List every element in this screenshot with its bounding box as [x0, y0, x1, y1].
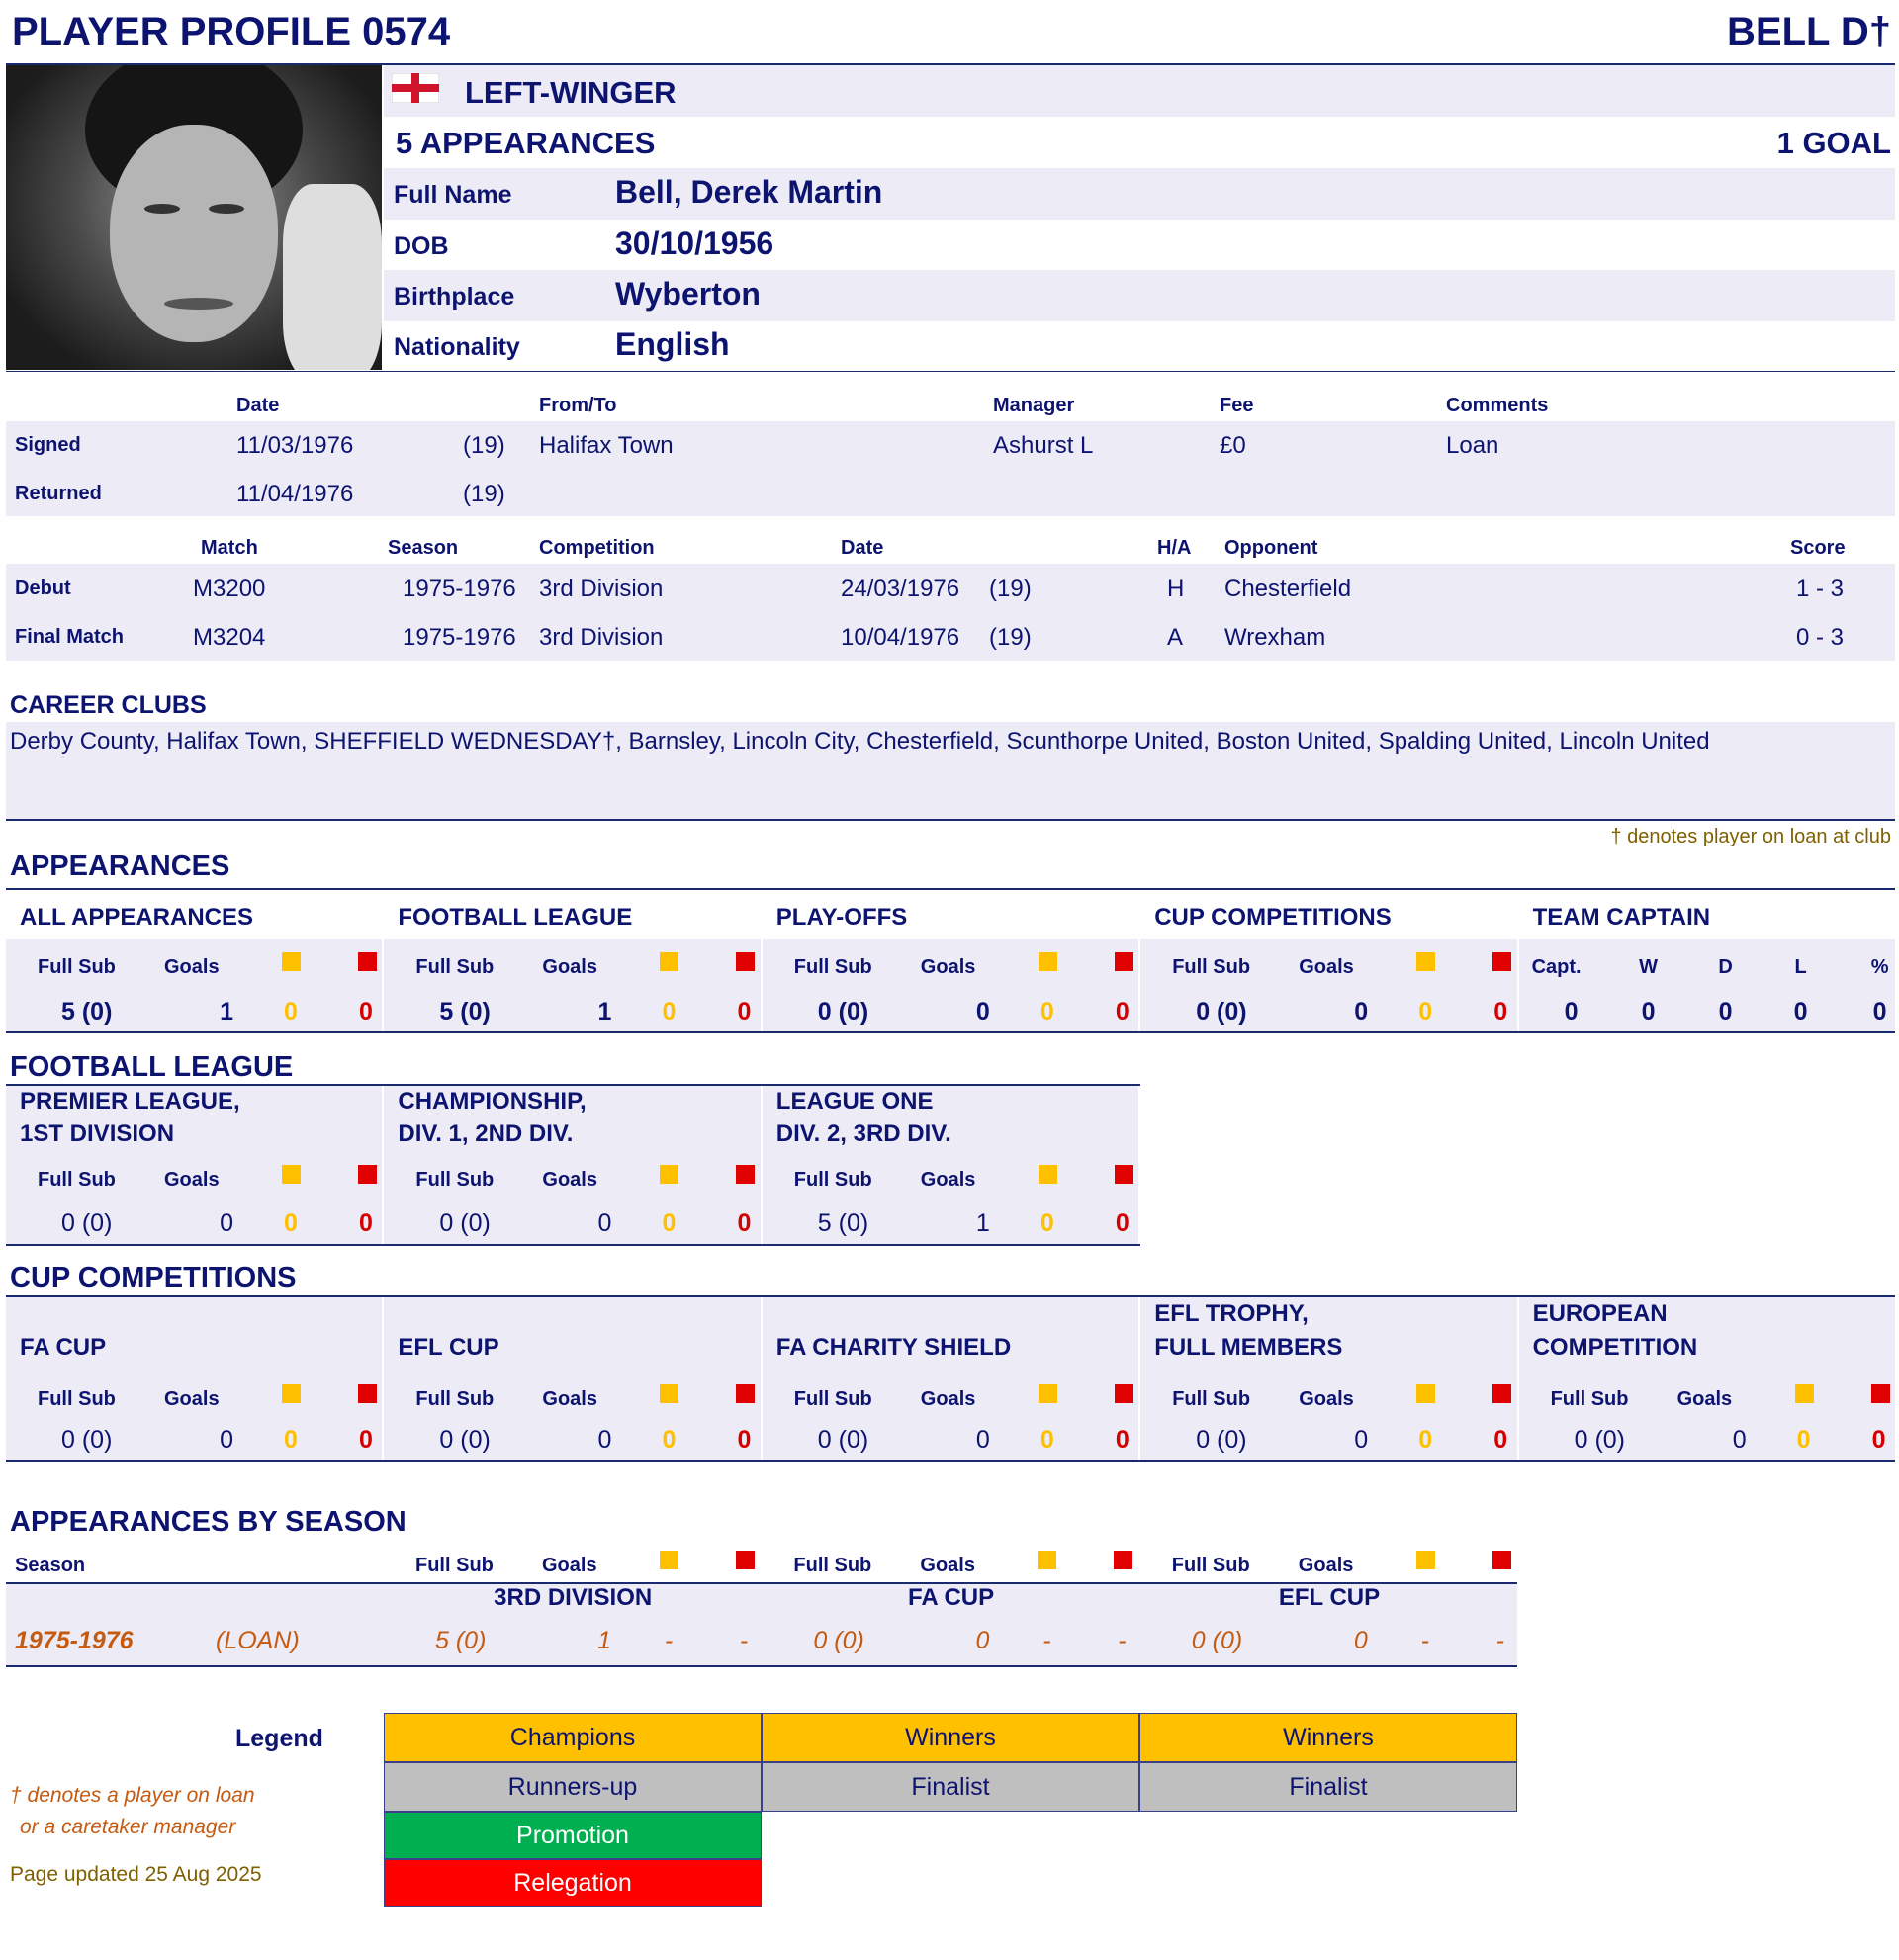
debut-match: M3200 [193, 576, 266, 602]
football-league-panel-yellow-card-icon [660, 1165, 678, 1184]
cup-panel-full-sub-label: Full Sub [38, 1388, 116, 1410]
final-age: (19) [989, 624, 1032, 651]
legend-champions: Champions [384, 1713, 762, 1762]
returned-date: 11/04/1976 [236, 481, 354, 507]
signed-club: Halifax Town [539, 432, 674, 459]
cup-panel-red-card-icon [1115, 1384, 1133, 1403]
appearances-panel-yellow-cards: 0 [662, 998, 677, 1025]
legend-other-finalist: Finalist [1139, 1762, 1517, 1812]
season-yellow-cards: - [1042, 1627, 1051, 1654]
season-full-sub-label: Full Sub [415, 1555, 494, 1576]
football-league-panel-title-line2: 1ST DIVISION [20, 1120, 175, 1147]
football-league-panel-red-card-icon [358, 1165, 377, 1184]
football-league-panel-goals-label: Goals [920, 1169, 976, 1191]
football-league-panel-yellow-cards: 0 [1040, 1209, 1054, 1237]
cup-panel-goals: 0 [220, 1426, 233, 1454]
cup-panel-red-card-icon [1871, 1384, 1890, 1403]
debut-ha: H [1167, 576, 1185, 602]
appearances-panel-full-sub-label: Full Sub [38, 956, 116, 978]
appearances-panel-title: PLAY-OFFS [775, 904, 908, 931]
player-photo [6, 65, 382, 370]
season-goals-label: Goals [542, 1555, 597, 1576]
transfers-fee-header: Fee [1220, 395, 1254, 416]
cup-panel-title-line2: EFL CUP [398, 1334, 499, 1361]
cup-panel-title-line2: FA CUP [20, 1334, 107, 1361]
career-clubs-title: CAREER CLUBS [10, 691, 207, 719]
birthplace-label: Birthplace [394, 283, 515, 311]
loan-note: † denotes player on loan at club [1610, 826, 1891, 847]
season-group-title: 3RD DIVISION [494, 1584, 653, 1611]
transfers-manager-header: Manager [993, 395, 1075, 416]
cup-panel-red-card-icon [358, 1384, 377, 1403]
season-goals: 0 [1353, 1627, 1368, 1654]
cup-panel-yellow-card-icon [1039, 1384, 1057, 1403]
appearances-panel-title: FOOTBALL LEAGUE [398, 904, 633, 931]
appearances-panel-apps: 0 (0) [1196, 998, 1247, 1025]
debut-score: 1 - 3 [1796, 576, 1845, 602]
full-name-value: Bell, Derek Martin [615, 174, 883, 210]
signed-date: 11/03/1976 [236, 432, 354, 459]
cup-panel-goals: 0 [1732, 1426, 1747, 1454]
season-yellow-card-icon [1038, 1551, 1056, 1569]
football-league-panel-red-cards: 0 [737, 1209, 752, 1237]
cup-panel-red-card-icon [736, 1384, 755, 1403]
season-header: Season [388, 537, 459, 559]
final-competition: 3rd Division [539, 624, 664, 651]
cup-panel-yellow-cards: 0 [1418, 1426, 1433, 1454]
cup-panel-full-sub-label: Full Sub [415, 1388, 495, 1410]
cup-panel-red-cards: 0 [1493, 1426, 1508, 1454]
team-captain-title: TEAM CAPTAIN [1532, 904, 1711, 931]
season-yellow-card-icon [660, 1551, 678, 1569]
appearances-panel-yellow-card-icon [282, 952, 301, 971]
season-full-sub-label: Full Sub [793, 1555, 872, 1576]
appearances-panel-goals-label: Goals [164, 956, 220, 978]
football-league-panel-apps: 0 (0) [439, 1209, 491, 1237]
football-league-panel-title-line1: PREMIER LEAGUE, [20, 1088, 240, 1114]
returned-age: (19) [463, 481, 505, 507]
season-red-card-icon [1114, 1551, 1132, 1569]
appearances-panel-yellow-cards: 0 [1418, 998, 1433, 1025]
birthplace-value: Wyberton [615, 276, 761, 312]
appearances-panel-title: CUP COMPETITIONS [1154, 904, 1392, 931]
legend-title: Legend [235, 1725, 323, 1752]
final-score: 0 - 3 [1796, 624, 1845, 651]
signed-comments: Loan [1446, 432, 1499, 459]
appearances-panel-red-cards: 0 [737, 998, 752, 1025]
cup-panel-title-line2: FULL MEMBERS [1154, 1334, 1343, 1361]
season-goals-label: Goals [1298, 1555, 1354, 1576]
season-group-title: EFL CUP [1278, 1584, 1381, 1611]
football-league-panel-yellow-cards: 0 [662, 1209, 677, 1237]
football-league-panel-goals-label: Goals [164, 1169, 220, 1191]
season-goals-label: Goals [920, 1555, 975, 1576]
cup-panel-full-sub-label: Full Sub [793, 1388, 872, 1410]
legend-promotion: Promotion [384, 1812, 762, 1859]
dob-value: 30/10/1956 [615, 225, 774, 261]
cup-panel-goals-label: Goals [542, 1388, 597, 1410]
final-opponent: Wrexham [1224, 624, 1326, 651]
cup-panel-yellow-card-icon [660, 1384, 678, 1403]
cup-panel-goals: 0 [597, 1426, 612, 1454]
cup-panel-title-line2: FA CHARITY SHIELD [775, 1334, 1012, 1361]
season-apps: 5 (0) [435, 1627, 487, 1654]
appearances-panel-yellow-cards: 0 [1040, 998, 1054, 1025]
score-header: Score [1790, 537, 1846, 559]
cup-panel-yellow-cards: 0 [1040, 1426, 1054, 1454]
football-league-panel-goals-label: Goals [542, 1169, 597, 1191]
final-match-id: M3204 [193, 624, 266, 651]
legend-note-line1: † denotes a player on loan [10, 1784, 255, 1807]
appearances-panel-red-card-icon [736, 952, 755, 971]
cup-panel-goals-label: Goals [920, 1388, 976, 1410]
captain-d-value: 0 [1718, 998, 1733, 1025]
football-league-panel-full-sub-label: Full Sub [38, 1169, 116, 1191]
captain-pct-label: % [1870, 956, 1889, 978]
transfers-date-header: Date [236, 395, 280, 416]
cup-panel-yellow-card-icon [1795, 1384, 1814, 1403]
season-column-label: Season [15, 1555, 86, 1576]
season-bottom-line [6, 1665, 1517, 1667]
captain-capt-value: 0 [1564, 998, 1579, 1025]
page-title: PLAYER PROFILE 0574 [12, 10, 451, 53]
cup-panel-goals: 0 [1354, 1426, 1369, 1454]
appearances-panel-full-sub-label: Full Sub [793, 956, 872, 978]
appearances-panel-title: ALL APPEARANCES [20, 904, 254, 931]
legend-relegation: Relegation [384, 1859, 762, 1907]
legend-other-winners: Winners [1139, 1713, 1517, 1762]
football-league-panel-red-card-icon [736, 1165, 755, 1184]
appearances-panel-goals: 1 [220, 998, 233, 1025]
cup-panel-yellow-card-icon [282, 1384, 301, 1403]
position: LEFT-WINGER [465, 75, 677, 110]
returned-label: Returned [15, 483, 102, 504]
captain-d-label: D [1718, 956, 1733, 978]
cup-panel-apps: 0 (0) [817, 1426, 869, 1454]
appearances-panel-yellow-cards: 0 [284, 998, 298, 1025]
football-league-panel-red-card-icon [1115, 1165, 1133, 1184]
opponent-header: Opponent [1224, 537, 1318, 559]
final-ha: A [1167, 624, 1184, 651]
debut-date: 24/03/1976 [841, 576, 960, 602]
cup-panel-yellow-cards: 0 [1796, 1426, 1811, 1454]
captain-w-label: W [1639, 956, 1659, 978]
appearances-panel-red-cards: 0 [359, 998, 373, 1025]
football-league-panel-apps: 5 (0) [817, 1209, 869, 1237]
captain-l-value: 0 [1793, 998, 1808, 1025]
football-league-panel-red-cards: 0 [1115, 1209, 1130, 1237]
season-yellow-cards: - [664, 1627, 674, 1654]
appearances-panel-yellow-card-icon [1039, 952, 1057, 971]
football-league-panel-title-line2: DIV. 2, 3RD DIV. [775, 1120, 951, 1147]
legend-cup-finalist: Finalist [762, 1762, 1139, 1812]
competition-header: Competition [539, 537, 655, 559]
season-yellow-card-icon [1416, 1551, 1435, 1569]
season-note: (LOAN) [216, 1627, 300, 1654]
cup-panel-goals: 0 [975, 1426, 990, 1454]
football-league-panel-title-line1: LEAGUE ONE [775, 1088, 934, 1114]
career-clubs-list: Derby County, Halifax Town, SHEFFIELD WEDNESDAY†, Barnsley, Lincoln City, Chesterfield, Scunthorpe United, Boston United, Spalding United, Lincoln United [10, 728, 1710, 755]
football-league-panel-full-sub-label: Full Sub [793, 1169, 872, 1191]
appearances-by-season-title: APPEARANCES BY SEASON [10, 1506, 407, 1538]
cup-panel-title-line2: COMPETITION [1532, 1334, 1698, 1361]
transfers-comments-header: Comments [1446, 395, 1549, 416]
cup-panel-yellow-cards: 0 [662, 1426, 677, 1454]
cup-panel-title-line1: EUROPEAN [1532, 1300, 1668, 1327]
final-match-label: Final Match [15, 626, 125, 648]
football-league-panel-title-line1: CHAMPIONSHIP, [398, 1088, 587, 1114]
captain-w-value: 0 [1641, 998, 1656, 1025]
cup-panel-yellow-card-icon [1416, 1384, 1435, 1403]
football-league-panel-title-line2: DIV. 1, 2ND DIV. [398, 1120, 574, 1147]
appearances-panel-full-sub-label: Full Sub [1172, 956, 1251, 978]
cup-panel-full-sub-label: Full Sub [1172, 1388, 1251, 1410]
signed-label: Signed [15, 434, 81, 456]
football-league-panel-full-sub-label: Full Sub [415, 1169, 495, 1191]
football-league-panel-goals: 1 [975, 1209, 990, 1237]
cup-panel-red-cards: 0 [1871, 1426, 1886, 1454]
england-flag-icon [392, 73, 439, 103]
final-date: 10/04/1976 [841, 624, 960, 651]
cup-panel-red-cards: 0 [359, 1426, 373, 1454]
appearances-title: APPEARANCES [10, 850, 230, 882]
signed-manager: Ashurst L [993, 432, 1094, 459]
appearances-panel-red-card-icon [1115, 952, 1133, 971]
cup-competitions-title: CUP COMPETITIONS [10, 1262, 297, 1293]
page-updated: Page updated 25 Aug 2025 [10, 1863, 262, 1886]
debut-season: 1975-1976 [403, 576, 516, 602]
appearances-panel-goals: 0 [1354, 998, 1369, 1025]
ha-header: H/A [1157, 537, 1192, 559]
football-league-panel-goals: 0 [220, 1209, 233, 1237]
captain-pct-value: 0 [1872, 998, 1887, 1025]
debut-age: (19) [989, 576, 1032, 602]
season-goals: 0 [975, 1627, 990, 1654]
appearances-panel-red-cards: 0 [1115, 998, 1130, 1025]
appearances-panel-red-card-icon [358, 952, 377, 971]
cup-panel-red-cards: 0 [1115, 1426, 1130, 1454]
appearances-panel-red-card-icon [1492, 952, 1511, 971]
season-red-cards: - [1118, 1627, 1127, 1654]
match-header: Match [201, 537, 258, 559]
season-apps: 0 (0) [1191, 1627, 1243, 1654]
football-league-panel-yellow-cards: 0 [284, 1209, 298, 1237]
legend-cup-winners: Winners [762, 1713, 1139, 1762]
football-league-panel-apps: 0 (0) [61, 1209, 113, 1237]
appearances-panel-yellow-card-icon [1416, 952, 1435, 971]
appearances-panel-apps: 5 (0) [439, 998, 491, 1025]
season-goals: 1 [597, 1627, 611, 1654]
nationality-label: Nationality [394, 333, 520, 361]
dob-label: DOB [394, 232, 449, 260]
football-league-title: FOOTBALL LEAGUE [10, 1051, 294, 1083]
cup-panel-title-line1: EFL TROPHY, [1154, 1300, 1309, 1327]
season-name: 1975-1976 [15, 1627, 134, 1654]
full-name-label: Full Name [394, 181, 512, 209]
football-league-panel-yellow-card-icon [282, 1165, 301, 1184]
cup-panel-apps: 0 (0) [61, 1426, 113, 1454]
cup-panel-apps: 0 (0) [1574, 1426, 1625, 1454]
season-yellow-cards: - [1420, 1627, 1429, 1654]
season-red-cards: - [1495, 1627, 1504, 1654]
signed-fee: £0 [1220, 432, 1246, 459]
football-league-panel-goals: 0 [597, 1209, 612, 1237]
season-apps: 0 (0) [813, 1627, 864, 1654]
appearances-panel-goals-label: Goals [920, 956, 976, 978]
captain-capt-label: Capt. [1531, 956, 1582, 978]
final-season: 1975-1976 [403, 624, 516, 651]
cup-panel-apps: 0 (0) [439, 1426, 491, 1454]
cup-panel-red-card-icon [1492, 1384, 1511, 1403]
cup-panel-apps: 0 (0) [1196, 1426, 1247, 1454]
cup-panel-full-sub-label: Full Sub [1550, 1388, 1629, 1410]
football-league-panel-red-cards: 0 [359, 1209, 373, 1237]
nationality-value: English [615, 326, 730, 362]
appearances-panel-full-sub-label: Full Sub [415, 956, 495, 978]
season-red-card-icon [736, 1551, 755, 1569]
appearances-panel-apps: 5 (0) [61, 998, 113, 1025]
cup-panel-red-cards: 0 [737, 1426, 752, 1454]
player-short-name: BELL D† [1727, 10, 1891, 53]
appearances-total: 5 APPEARANCES [396, 126, 656, 160]
appearances-panel-goals-label: Goals [1299, 956, 1354, 978]
season-red-card-icon [1492, 1551, 1511, 1569]
captain-l-label: L [1794, 956, 1807, 978]
legend-note-line2: or a caretaker manager [20, 1816, 236, 1838]
debut-label: Debut [15, 578, 71, 599]
cup-panel-goals-label: Goals [1676, 1388, 1733, 1410]
season-full-sub-label: Full Sub [1171, 1555, 1250, 1576]
football-league-panel-yellow-card-icon [1039, 1165, 1057, 1184]
debut-competition: 3rd Division [539, 576, 664, 602]
appearances-panel-red-cards: 0 [1493, 998, 1508, 1025]
season-group-title: FA CUP [908, 1584, 995, 1611]
appearances-panel-goals-label: Goals [542, 956, 597, 978]
season-red-cards: - [739, 1627, 749, 1654]
signed-age: (19) [463, 432, 505, 459]
appearances-panel-yellow-card-icon [660, 952, 678, 971]
legend-runners-up: Runners-up [384, 1762, 762, 1812]
goals-total: 1 GOAL [1776, 126, 1891, 160]
match-date-header: Date [841, 537, 884, 559]
appearances-panel-goals: 1 [597, 998, 612, 1025]
appearances-panel-apps: 0 (0) [817, 998, 869, 1025]
transfers-from-to-header: From/To [539, 395, 617, 416]
appearances-panel-goals: 0 [975, 998, 990, 1025]
cup-panel-goals-label: Goals [164, 1388, 220, 1410]
cup-panel-yellow-cards: 0 [284, 1426, 298, 1454]
cup-panel-goals-label: Goals [1299, 1388, 1354, 1410]
debut-opponent: Chesterfield [1224, 576, 1352, 602]
